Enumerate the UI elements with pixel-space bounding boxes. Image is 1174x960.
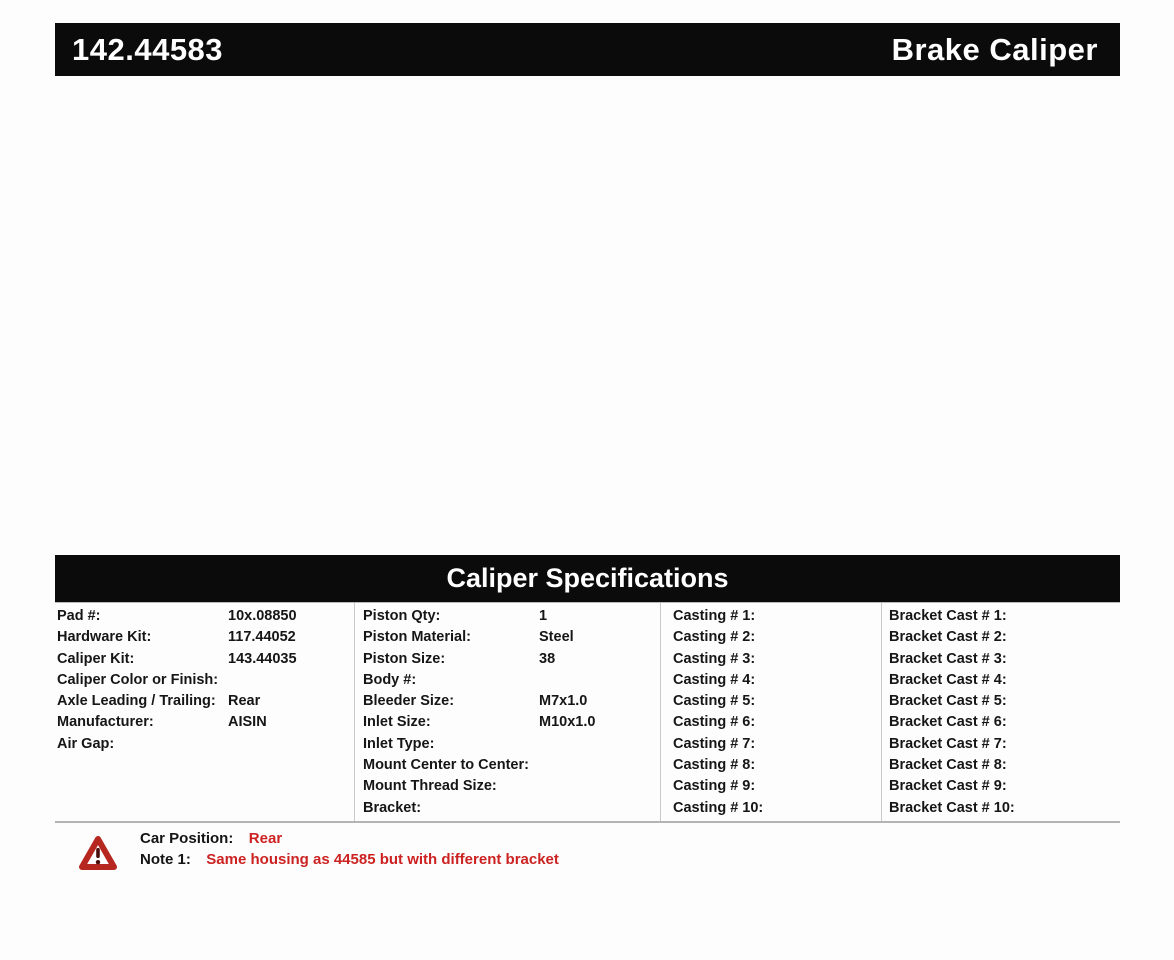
spec-table	[55, 602, 1120, 823]
spec-row	[363, 649, 660, 670]
footer-text	[140, 828, 559, 870]
spec-value: 10x.08850	[228, 608, 297, 624]
spec-label: Casting # 10:	[673, 799, 764, 816]
spec-label: Axle Leading / Trailing:	[57, 693, 216, 710]
spec-row	[673, 627, 881, 648]
spec-label: Bracket Cast # 7:	[889, 735, 1007, 752]
spec-label: Air Gap:	[57, 735, 115, 752]
spec-row	[673, 798, 881, 819]
spec-label: Caliper Kit:	[57, 650, 135, 667]
spec-value: 38	[539, 650, 556, 667]
spec-label: Inlet Size:	[363, 714, 431, 731]
spec-column-piston	[354, 603, 660, 821]
spec-label: Piston Size:	[363, 650, 446, 667]
spec-label: Bracket Cast # 10:	[889, 799, 1015, 816]
spec-label: Bracket Cast # 1:	[889, 608, 1007, 624]
section-title: Caliper Specifications	[446, 563, 729, 593]
spec-label: Hardware Kit:	[57, 629, 152, 646]
spec-label: Casting # 2:	[673, 629, 756, 646]
spec-label: Bracket:	[363, 799, 422, 816]
car-position-line	[140, 828, 559, 849]
product-image-area	[55, 80, 1120, 550]
spec-label: Caliper Color or Finish:	[57, 671, 219, 688]
spec-row	[673, 776, 881, 797]
spec-label: Mount Center to Center:	[363, 757, 529, 774]
spec-row	[889, 606, 1120, 627]
spec-row	[673, 670, 881, 691]
car-position-value: Rear	[248, 830, 283, 847]
spec-row	[363, 755, 660, 776]
spec-value: 1	[539, 608, 548, 624]
spec-label: Casting # 8:	[673, 757, 756, 774]
spec-row	[363, 734, 660, 755]
spec-row	[363, 712, 660, 733]
spec-row	[363, 627, 660, 648]
spec-label: Body #:	[363, 671, 417, 688]
spec-column-general	[55, 603, 354, 821]
spec-label: Manufacturer:	[57, 714, 154, 731]
note-value: Same housing as 44585 but with different bracket	[206, 851, 559, 868]
spec-row	[57, 691, 354, 712]
note-line	[140, 849, 559, 870]
spec-label: Piston Qty:	[363, 608, 441, 624]
spec-row	[889, 649, 1120, 670]
spec-row	[363, 798, 660, 819]
spec-label: Casting # 3:	[673, 650, 756, 667]
warning-triangle-icon	[78, 835, 118, 872]
spec-label: Bracket Cast # 9:	[889, 778, 1007, 795]
spec-row	[57, 712, 354, 733]
spec-label: Casting # 9:	[673, 778, 756, 795]
header-bar	[55, 23, 1120, 76]
spec-label: Bracket Cast # 5:	[889, 693, 1007, 710]
footer-notes	[55, 826, 1120, 886]
spec-label: Pad #:	[57, 608, 101, 624]
car-position-label: Car Position:	[140, 830, 234, 847]
spec-label: Bleeder Size:	[363, 693, 455, 710]
spec-row	[673, 734, 881, 755]
spec-row	[673, 606, 881, 627]
spec-value: M7x1.0	[539, 693, 588, 710]
spec-row	[673, 649, 881, 670]
spec-row	[57, 649, 354, 670]
spec-label: Bracket Cast # 4:	[889, 671, 1007, 688]
spec-value: 143.44035	[228, 650, 297, 667]
spec-row	[889, 776, 1120, 797]
spec-row	[363, 691, 660, 712]
spec-row	[57, 606, 354, 627]
spec-label: Bracket Cast # 2:	[889, 629, 1007, 646]
spec-row	[363, 606, 660, 627]
spec-row	[889, 734, 1120, 755]
spec-row	[673, 712, 881, 733]
spec-column-bracket-cast	[881, 603, 1120, 821]
spec-label: Mount Thread Size:	[363, 778, 497, 795]
spec-label: Casting # 6:	[673, 714, 756, 731]
spec-row	[889, 755, 1120, 776]
spec-row	[57, 670, 354, 691]
product-name: Brake Caliper	[891, 32, 1098, 67]
spec-label: Casting # 7:	[673, 735, 756, 752]
spec-label: Casting # 4:	[673, 671, 756, 688]
spec-row	[889, 798, 1120, 819]
spec-row	[57, 734, 354, 755]
spec-row	[889, 691, 1120, 712]
section-title-bar	[55, 555, 1120, 602]
note-label: Note 1:	[140, 851, 191, 868]
spec-value: Steel	[539, 629, 574, 646]
spec-label: Casting # 1:	[673, 608, 756, 624]
spec-label: Bracket Cast # 6:	[889, 714, 1007, 731]
spec-row	[363, 776, 660, 797]
spec-value: M10x1.0	[539, 714, 596, 731]
spec-label: Inlet Type:	[363, 735, 435, 752]
spec-row	[363, 670, 660, 691]
spec-row	[889, 627, 1120, 648]
spec-column-casting	[660, 603, 881, 821]
spec-row	[57, 627, 354, 648]
spec-label: Bracket Cast # 8:	[889, 757, 1007, 774]
spec-label: Bracket Cast # 3:	[889, 650, 1007, 667]
spec-value: Rear	[228, 693, 261, 710]
part-number: 142.44583	[72, 32, 224, 67]
spec-label: Casting # 5:	[673, 693, 756, 710]
spec-row	[889, 670, 1120, 691]
spec-value: AISIN	[228, 714, 267, 731]
spec-value: 117.44052	[228, 629, 296, 646]
spec-row	[889, 712, 1120, 733]
spec-row	[673, 691, 881, 712]
spec-label: Piston Material:	[363, 629, 471, 646]
spec-row	[673, 755, 881, 776]
